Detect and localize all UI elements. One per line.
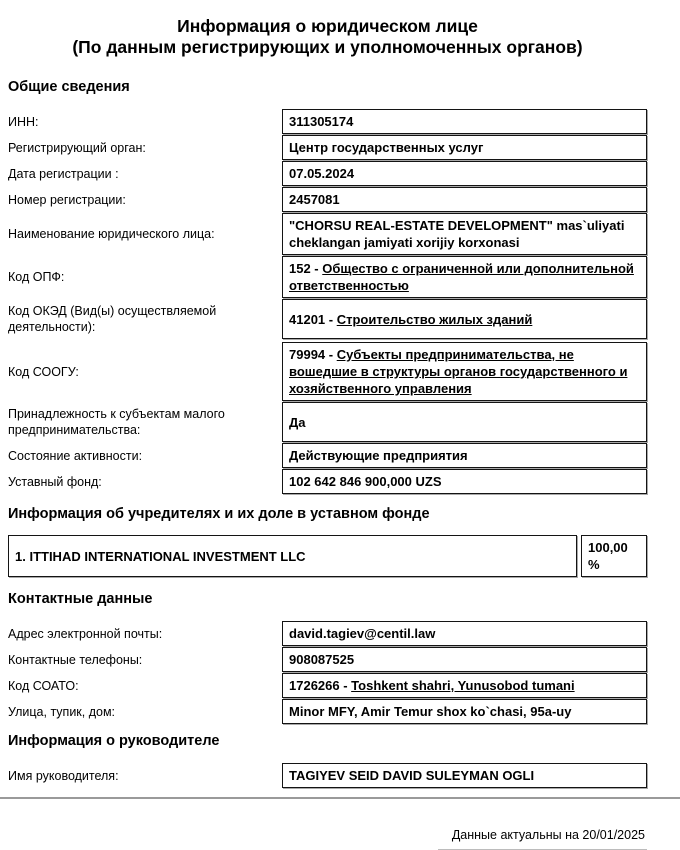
row-street-label: Улица, тупик, дом: bbox=[8, 704, 116, 719]
row-activity-status bbox=[8, 443, 647, 468]
row-director-name-value: TAGIYEV SEID DAVID SULEYMAN OGLI bbox=[282, 763, 647, 788]
row-opf-code-label: Код ОПФ: bbox=[8, 270, 65, 284]
row-phone-value: 908087525 bbox=[282, 647, 647, 672]
row-charter-fund-value: 102 642 846 900,000 UZS bbox=[282, 469, 647, 494]
row-phone bbox=[8, 647, 647, 672]
row-activity-status-label: Состояние активности: bbox=[8, 448, 143, 463]
row-registering-authority-label: Регистрирующий орган: bbox=[8, 140, 146, 155]
opf-code-link[interactable]: Общество с ограниченной или дополнительной ответственностью bbox=[289, 261, 634, 293]
row-registration-number-label: Номер регистрации: bbox=[8, 192, 126, 207]
footer bbox=[8, 826, 647, 850]
row-soato-code bbox=[8, 673, 647, 698]
page-title bbox=[8, 16, 647, 58]
row-street bbox=[8, 699, 647, 724]
row-soogu-code-value bbox=[282, 342, 647, 401]
row-legal-name bbox=[8, 213, 647, 255]
founder-row bbox=[8, 535, 647, 577]
soogu-code-link[interactable]: Субъекты предпринимательства, не вошедшие в структуры органов государственного и хозяйственного управления bbox=[289, 347, 628, 396]
row-inn-label: ИНН: bbox=[8, 114, 39, 129]
row-soato-code-label: Код СОАТО: bbox=[8, 678, 79, 693]
row-soogu-code-label: Код СООГУ: bbox=[8, 364, 79, 379]
row-registration-number-value: 2457081 bbox=[282, 187, 647, 212]
row-oked-code bbox=[8, 299, 647, 339]
row-email-value: david.tagiev@centil.law bbox=[282, 621, 647, 646]
row-registration-number bbox=[8, 187, 647, 212]
row-oked-code-label: Код ОКЭД (Вид(ы) осуществляемой деятельности): bbox=[8, 304, 217, 334]
row-opf-code bbox=[8, 256, 647, 298]
row-registration-date bbox=[8, 161, 647, 186]
row-activity-status-value: Действующие предприятия bbox=[282, 443, 647, 468]
page-title-line2: (По данным регистрирующих и уполномоченных органов) bbox=[72, 37, 583, 57]
row-registering-authority bbox=[8, 135, 647, 160]
row-director-name bbox=[8, 763, 647, 788]
founder-share: 100,00 % bbox=[581, 535, 647, 577]
row-street-value: Minor MFY, Amir Temur shox ko`chasi, 95a-uy bbox=[282, 699, 647, 724]
oked-code-prefix: 41201 - bbox=[289, 311, 337, 327]
oked-code-link[interactable]: Строительство жилых зданий bbox=[336, 311, 533, 327]
soato-code-prefix: 1726266 - bbox=[289, 678, 352, 693]
opf-code-prefix: 152 - bbox=[289, 261, 323, 276]
row-opf-code-value bbox=[282, 256, 647, 298]
row-soato-code-value bbox=[282, 673, 647, 698]
soogu-code-prefix: 79994 - bbox=[289, 347, 337, 362]
row-charter-fund bbox=[8, 469, 647, 494]
row-charter-fund-label: Уставный фонд: bbox=[8, 474, 102, 489]
row-oked-code-value bbox=[282, 299, 647, 339]
row-registration-date-value: 07.05.2024 bbox=[282, 161, 647, 186]
row-small-business-value: Да bbox=[282, 402, 647, 442]
row-email bbox=[8, 621, 647, 646]
row-director-name-label: Имя руководителя: bbox=[8, 768, 119, 783]
row-inn bbox=[8, 109, 647, 134]
divider bbox=[0, 797, 680, 799]
section-heading-founders: Информация об учредителях и их доле в уставном фонде bbox=[8, 506, 430, 522]
row-phone-label: Контактные телефоны: bbox=[8, 652, 143, 667]
section-heading-director: Информация о руководителе bbox=[8, 733, 220, 749]
row-inn-value: 311305174 bbox=[282, 109, 647, 134]
page-title-line1: Информация о юридическом лице bbox=[177, 16, 478, 36]
row-legal-name-value: "CHORSU REAL-ESTATE DEVELOPMENT" mas`uliyati cheklangan jamiyati xorijiy korxonasi bbox=[282, 213, 647, 255]
row-registering-authority-value: Центр государственных услуг bbox=[282, 135, 647, 160]
row-small-business bbox=[8, 402, 647, 442]
row-small-business-label: Принадлежность к субъектам малого предпринимательства: bbox=[8, 407, 225, 437]
soato-code-link[interactable]: Toshkent shahri, Yunusobod tumani bbox=[351, 678, 575, 693]
row-soogu-code bbox=[8, 342, 647, 401]
founder-name: 1. ITTIHAD INTERNATIONAL INVESTMENT LLC bbox=[8, 535, 577, 577]
section-heading-contacts: Контактные данные bbox=[8, 591, 153, 607]
data-actual-date-note: Данные актуальны на 20/01/2025 bbox=[438, 828, 647, 850]
section-heading-general: Общие сведения bbox=[8, 79, 130, 95]
row-legal-name-label: Наименование юридического лица: bbox=[8, 227, 215, 241]
row-registration-date-label: Дата регистрации : bbox=[8, 166, 119, 181]
row-email-label: Адрес электронной почты: bbox=[8, 626, 163, 641]
